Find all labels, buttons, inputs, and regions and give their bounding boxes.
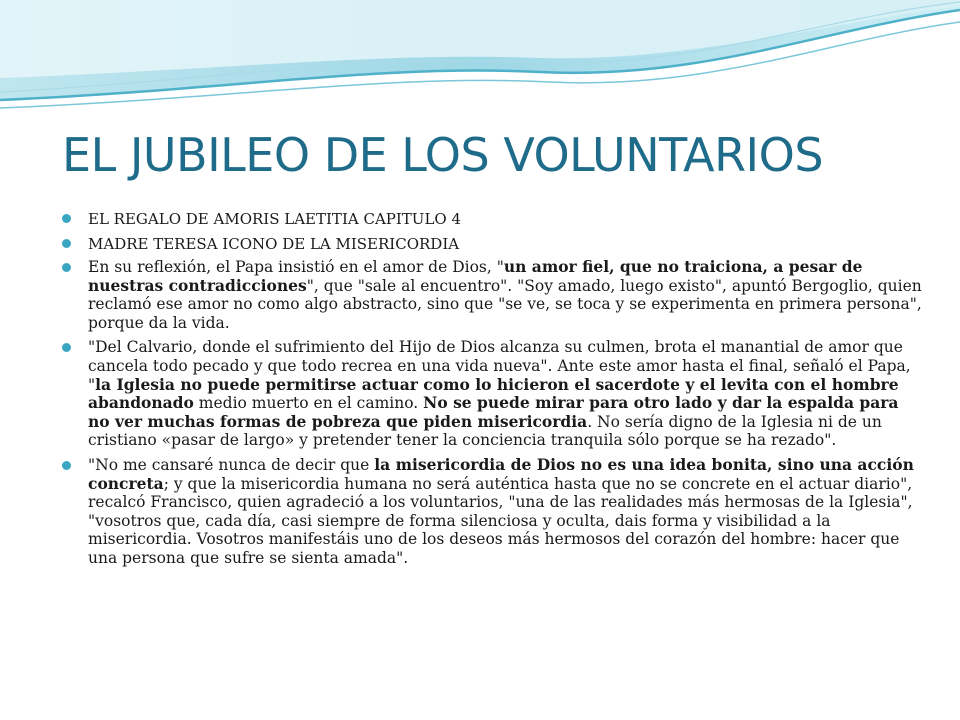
bullet-item bbox=[62, 258, 922, 332]
bullet-text: medio muerto en el camino. bbox=[193, 394, 424, 413]
bullet-item bbox=[62, 233, 922, 255]
bullet-text: ", que "sale al encuentro". "Soy amado, luego existo", apuntó Bergoglio, quien reclamó ese amor no como algo abstracto, sino que "se ve, se toca y se experimenta en primera persona", porque da la vida. bbox=[88, 276, 922, 332]
wave-decoration bbox=[0, 0, 960, 130]
bullet-text: "No me cansaré nunca de decir que bbox=[88, 455, 375, 474]
bullet-bold-text: la Iglesia no puede permitirse actuar como lo hicieron el sacerdote y el levita con el hombre abandonado bbox=[88, 374, 899, 413]
bullet-text: MADRE TERESA ICONO DE LA MISERICORDIA bbox=[88, 235, 460, 253]
bullet-text: EL REGALO DE AMORIS LAETITIA CAPITULO 4 bbox=[88, 210, 462, 228]
bullet-item bbox=[62, 338, 922, 450]
bullet-item bbox=[62, 208, 922, 230]
bullet-bold-text: la misericordia de Dios no es una idea bonita, sino una acción concreta bbox=[88, 454, 914, 493]
bullet-text: En su reflexión, el Papa insistió en el amor de Dios, " bbox=[88, 258, 504, 276]
bullet-text: ; y que la misericordia humana no será auténtica hasta que no se concrete en el actuar diario", recalcó Francisco, quien agradeció a los voluntarios, "una de las realidades más hermosas de la Iglesia", "vosotros que, cada día, casi siempre de forma silenciosa y oculta, dais forma y visibilidad a la misericordia. Vosotros manifestáis uno de los deseos más hermosos del corazón del hombre: hacer que una persona que sufre se sienta amada". bbox=[88, 474, 913, 567]
slide-title: EL JUBILEO DE LOS VOLUNTARIOS bbox=[62, 128, 824, 182]
bullet-bold-text: un amor fiel, que no traiciona, a pesar de nuestras contradicciones bbox=[88, 257, 863, 295]
bullet-item bbox=[62, 456, 922, 568]
bullet-text: . No sería digno de la Iglesia ni de un cristiano «pasar de largo» y pretender tener la conciencia tranquila sólo porque se ha rezado". bbox=[88, 412, 882, 450]
bullet-text: "Del Calvario, donde el sufrimiento del Hijo de Dios alcanza su culmen, brota el manantial de amor que cancela todo pecado y que todo recrea en una vida nueva". Ante este amor hasta el final, señaló el Papa, " bbox=[88, 338, 911, 394]
bullet-list bbox=[62, 208, 922, 574]
bullet-bold-text: No se puede mirar para otro lado y dar la espalda para no ver muchas formas de pobreza que piden misericordia bbox=[88, 393, 899, 431]
